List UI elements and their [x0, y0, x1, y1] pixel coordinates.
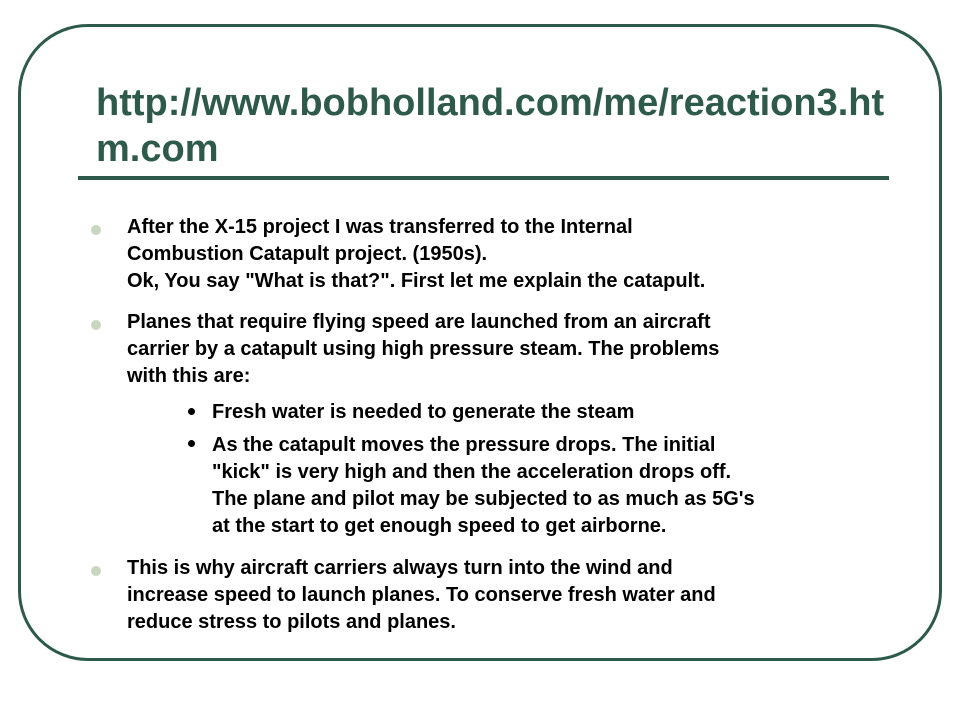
bullet-dot-icon: [91, 225, 101, 235]
sub-bullet-2-line-4: at the start to get enough speed to get airborne.: [212, 515, 667, 537]
bullet-1-line-2: Combustion Catapult project. (1950s).: [127, 243, 488, 265]
sub-bullet-1: [212, 399, 634, 426]
bullet-dot-icon: [91, 566, 101, 576]
bullet-1-line-3: Ok, You say "What is that?". First let me explain the catapult.: [127, 270, 706, 292]
bullet-2-line-1: Planes that require flying speed are launched from an aircraft: [127, 311, 711, 333]
sub-bullet-dot-icon: [188, 440, 195, 447]
sub-bullet-2: [212, 432, 755, 540]
bullet-3-line-1: This is why aircraft carriers always turn into the wind and: [127, 557, 673, 579]
bullet-2-line-3: with this are:: [127, 365, 251, 387]
bullet-2-line-2: carrier by a catapult using high pressure steam. The problems: [127, 338, 720, 360]
bullet-1: [127, 214, 705, 295]
bullet-3: [127, 555, 716, 636]
sub-bullet-1-line-1: Fresh water is needed to generate the steam: [212, 401, 635, 423]
bullet-2: [127, 309, 719, 390]
slide-title: http://www.bobholland.com/me/reaction3.htm.com: [96, 82, 885, 170]
sub-bullet-2-line-3: The plane and pilot may be subjected to as much as 5G's: [212, 488, 755, 510]
bullet-3-line-2: increase speed to launch planes. To conserve fresh water and: [127, 584, 716, 606]
sub-bullet-dot-icon: [188, 408, 195, 415]
bullet-dot-icon: [91, 320, 101, 330]
sub-bullet-2-line-1: As the catapult moves the pressure drops. The initial: [212, 434, 716, 456]
bullet-3-line-3: reduce stress to pilots and planes.: [127, 611, 456, 633]
bullet-1-line-1: After the X-15 project I was transferred to the Internal: [127, 216, 633, 238]
sub-bullet-2-line-2: "kick" is very high and then the acceleration drops off.: [212, 461, 732, 483]
